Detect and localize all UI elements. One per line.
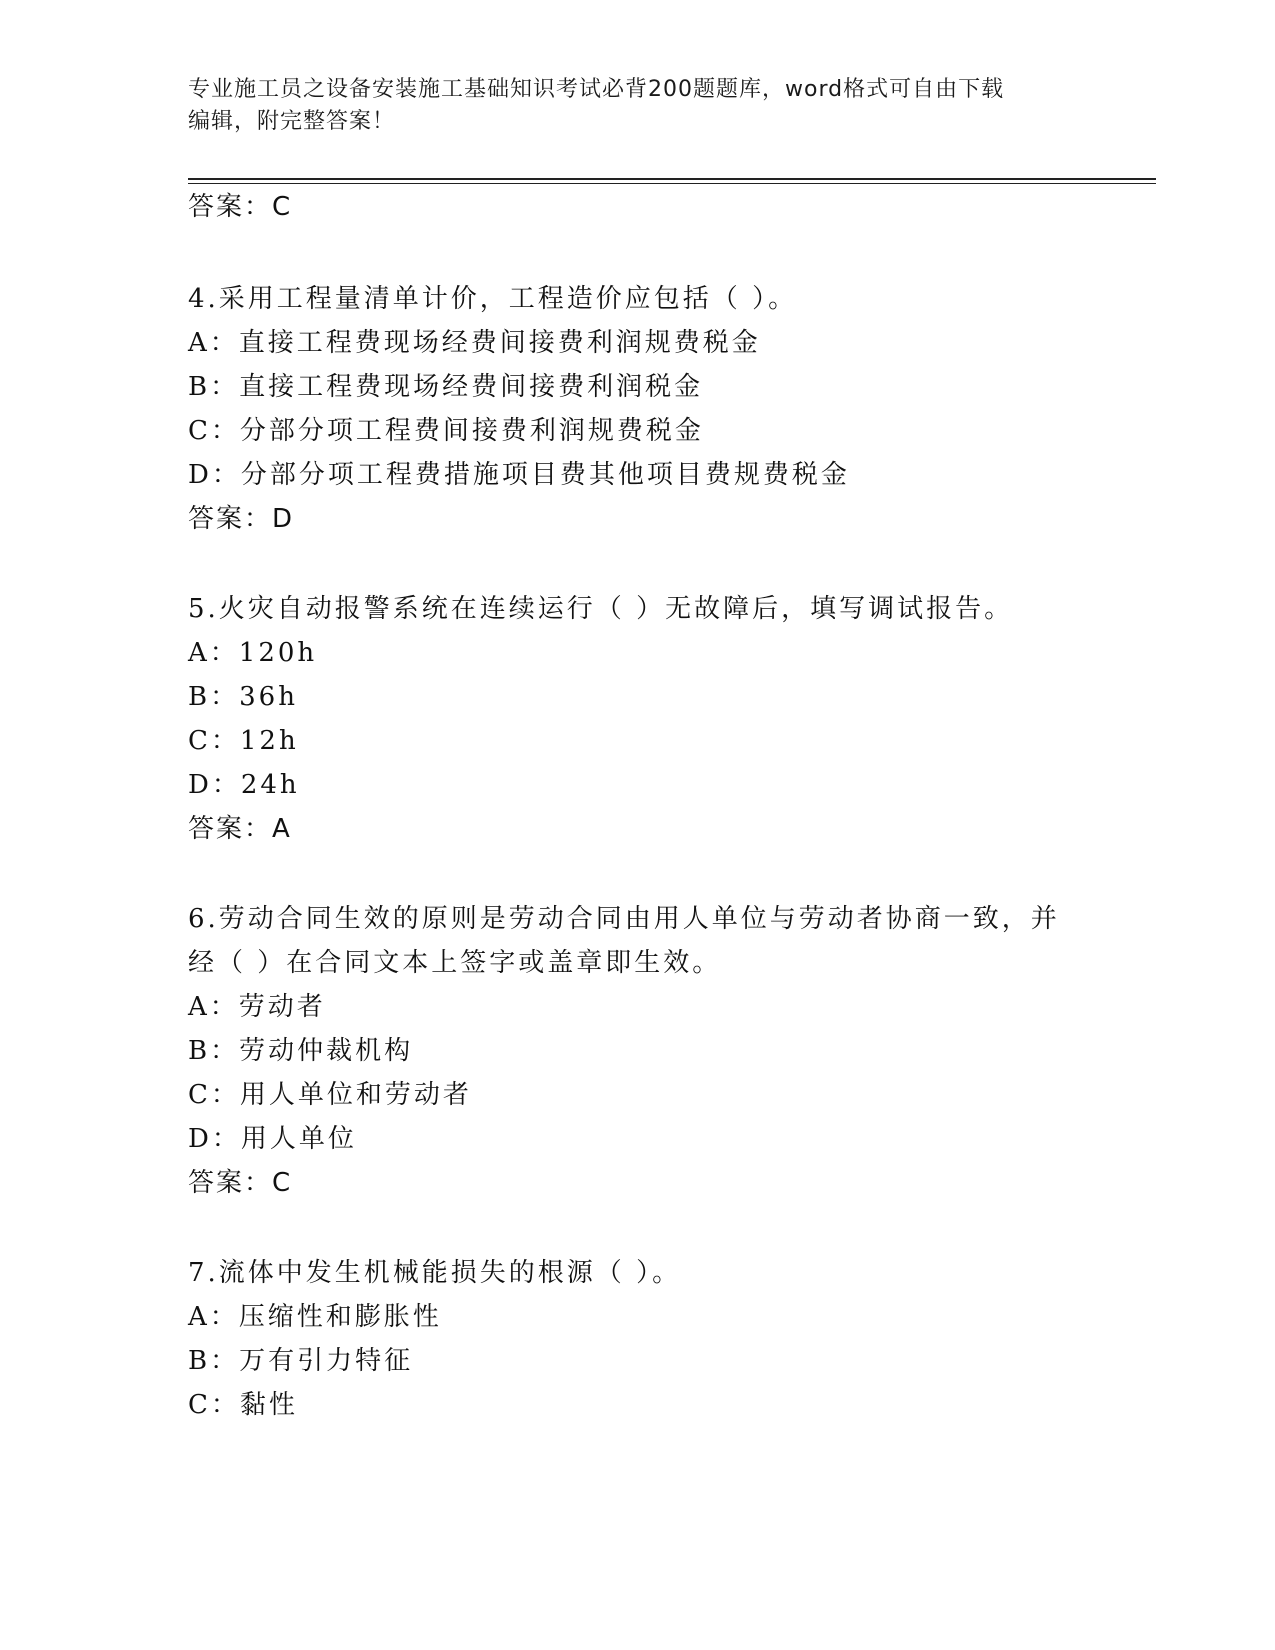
- header-title-line1: 专业施工员之设备安装施工基础知识考试必背200题题库，word格式可自由下载: [188, 77, 1005, 102]
- option-6c: C：用人单位和劳动者: [188, 1080, 472, 1110]
- question-6-line2: 经（ ）在合同文本上签字或盖章即生效。: [188, 948, 722, 978]
- question-7: 7.流体中发生机械能损失的根源（ ）。: [188, 1258, 682, 1288]
- document-header: [188, 74, 1088, 138]
- option-5a: A：120h: [188, 638, 318, 668]
- option-7c: C：黏性: [188, 1390, 298, 1420]
- option-6d: D：用人单位: [188, 1124, 357, 1154]
- question-5: 5.火灾自动报警系统在连续运行（ ）无故障后，填写调试报告。: [188, 594, 1014, 624]
- option-5c: C：12h: [188, 726, 299, 756]
- option-5b: B：36h: [188, 682, 298, 712]
- answer-q4: 答案：D: [188, 504, 295, 534]
- question-6-line1: 6.劳动合同生效的原则是劳动合同由用人单位与劳动者协商一致，并: [188, 904, 1060, 934]
- option-7b: B：万有引力特征: [188, 1346, 414, 1376]
- option-4a: A：直接工程费现场经费间接费利润规费税金: [188, 328, 761, 358]
- header-divider-thick: [188, 178, 1156, 180]
- header-title-line2: 编辑，附完整答案！: [188, 109, 396, 134]
- option-4c: C：分部分项工程费间接费利润规费税金: [188, 416, 704, 446]
- option-7a: A：压缩性和膨胀性: [188, 1302, 442, 1332]
- question-4: 4.采用工程量清单计价，工程造价应包括（ ）。: [188, 284, 798, 314]
- answer-q3: 答案：C: [188, 192, 293, 222]
- header-divider-thin: [188, 183, 1156, 184]
- option-4d: D：分部分项工程费措施项目费其他项目费规费税金: [188, 460, 850, 490]
- answer-q5: 答案：A: [188, 814, 292, 844]
- option-5d: D：24h: [188, 770, 300, 800]
- option-4b: B：直接工程费现场经费间接费利润税金: [188, 372, 704, 402]
- answer-q6: 答案：C: [188, 1168, 293, 1198]
- option-6b: B：劳动仲裁机构: [188, 1036, 414, 1066]
- option-6a: A：劳动者: [188, 992, 326, 1022]
